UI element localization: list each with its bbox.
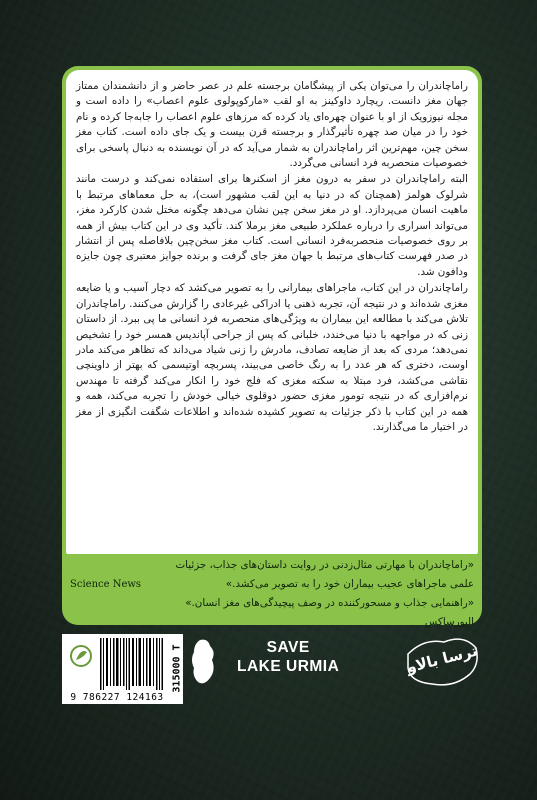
save-lake-urmia-text: SAVE LAKE URMIA — [237, 639, 340, 675]
quote-source: Science News — [70, 579, 142, 590]
review-quotes — [70, 556, 474, 632]
price-label: 315000 T — [171, 644, 183, 693]
quote-line-3: «راهنمایی جذاب و مسحورکننده در وصف پیچیدگی‌های مغز انسان.» — [185, 597, 474, 609]
quote-author: الیورساکس — [424, 616, 474, 628]
blurb-paragraph-2: البته راماچاندران در سفر به درون مغز از اسکنر‌ها برای استفاده نمی‌کند و درست مانند شرلوک هولمز (همچنان که در دنیا به این لقب مشهور است)، به حل معماهای مرتبط با ماهیت انسان می‌پردازد. او در مغز سخن چین نشان می‌دهد چگونه مختل شدن کارکرد مغز، می‌تواند اسراری را درباره عملکرد طبیعی مغز برملا کند. تأکید وی در این کتاب بیش از همه بر روی خصوصیات منحصربه‌فرد انسانی است. کتاب مغز سخن‌چین بلافاصله پس از انتشار در صدر فهرست کتاب‌های مرتبط با جهان مغز جای گرفت و برنده جوایز معتبری چون جایزه ودافون شد. — [76, 173, 468, 278]
blurb-text-area — [66, 70, 478, 554]
blurb-paragraph-3: راماچاندران در این کتاب، ماجراهای بیمارانی را به تصویر می‌کشد که دچار آسیب و یا ضایعه مغزی شده‌اند و در نتیجه آن، تجربه ذهنی یا ادراکی غیرعادی را گزارش می‌کنند. راماچاندران تلاش می‌کند با مطالعه این بیماران به ویژگی‌های منحصربه فرد انسانی ما پی ببرد. از داستان زنی که در مواجهه با دنیا می‌خندد، خلبانی که پس از جراحی آپاندیس همسر خود را تشخیص نمی‌دهد؛ مردی که بعد از ضایعه تصادف، مادرش را زنی شیاد می‌داند که تظاهر می‌کند مادر اوست، دختری که هر عدد را به رنگ خاصی می‌بیند، پسربچه اوتیسمی که بهتر از داوینچی نقاشی می‌کشد، فرد مبتلا به سکته مغزی که فلج خود را انکار می‌کند گرفته تا مهندس نرم‌افزاری که در نتیجه تومور مغزی حضور دوقلوی خیالی خودش را تجربه می‌کند، همه و همه در این کتاب با ذکر جزئیات به تصویر کشیده شده‌اند و اطلاعات شگفت انگیزی از مغز در اختیار ما می‌گذارند. — [76, 282, 468, 433]
isbn-number: 9 786227 124163 — [70, 692, 164, 703]
blurb-paragraph-1: راماچاندران را می‌توان یکی از پیشگامان برجسته علم در عصر حاضر و از دانشمندان ممتاز جهان مغز دانست. ریچارد داوکینز به او لقب «مارکوپولوی علوم اعصاب» را داده است و مجله نیوزویک از او با عنوان چهره‌ای یاد کرده که مرزهای علوم اعصاب را جابه‌جا کرده و نام خود را در میان صد چهره تأثیرگذار و برجسته قرن بیست و یک جای داده است. کتاب مغز سخن چین، مهم‌ترین اثر راماچاندران به شمار می‌آید که در آن نویسنده به دنبال پاسخی برای خصوصیات منحصربه فرد انسانی می‌گردد. — [76, 80, 468, 170]
price-strip — [171, 634, 183, 704]
blurb-panel — [62, 66, 482, 628]
quote-line-2: علمی ماجراهای عجیب بیماران خود را به تصویر می‌کشد.» Science News — [70, 575, 474, 594]
quote-line-1: «راماچاندران با مهارتی مثال‌زدنی در روایت داستان‌های جذاب، جزئیات — [175, 559, 474, 571]
publisher-logo-text: ترسا بالاو — [404, 641, 480, 677]
green-publisher-leaf-icon — [68, 642, 94, 672]
